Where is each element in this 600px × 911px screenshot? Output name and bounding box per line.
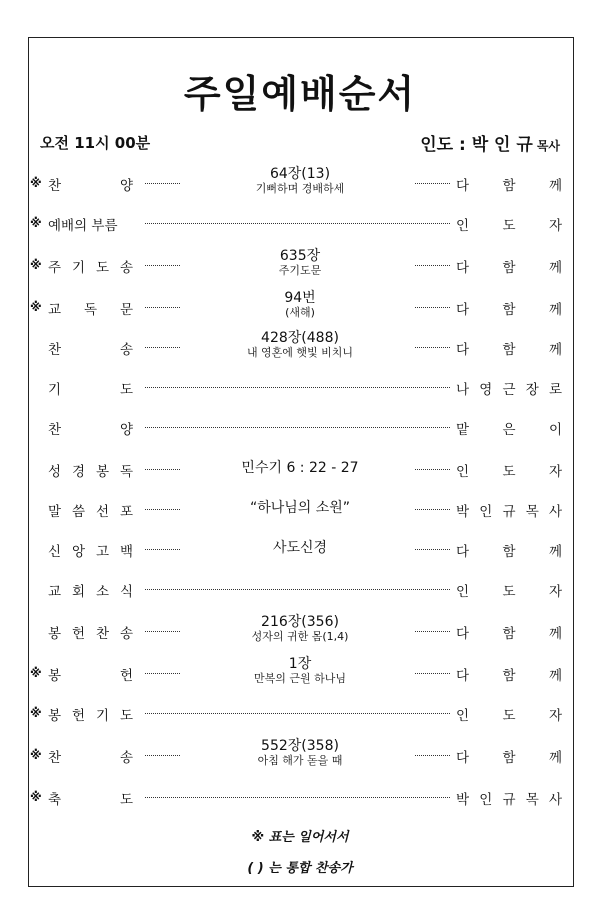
service-row (0, 614, 600, 650)
participant-char: 장 (525, 382, 539, 398)
participant-char: 함 (502, 544, 516, 560)
row-label-char: 신 (48, 544, 62, 560)
row-label-char: 도 (119, 708, 133, 724)
hymn-title: 아침 해가 돋을 때 (257, 754, 343, 767)
row-label-char: 문 (119, 302, 133, 318)
participant-char: 함 (502, 668, 516, 684)
row-label-char: 교 (48, 584, 62, 600)
participant-char: 도 (502, 708, 516, 724)
participant-char: 인 (479, 504, 493, 520)
row-label-char: 백 (119, 544, 133, 560)
row-participant (456, 500, 562, 520)
service-row (0, 572, 600, 608)
leader-dots-left (145, 549, 180, 550)
leader-dots-right (415, 755, 450, 756)
row-label-char: 봉 (48, 626, 62, 642)
row-participant (456, 214, 562, 234)
row-label-char: 선 (95, 504, 110, 520)
participant-char: 인 (456, 218, 470, 234)
row-label-char: 씀 (71, 504, 86, 520)
hymn-number: 1장 (288, 656, 312, 672)
participant-char: 께 (548, 302, 562, 318)
note-standing: ※ 표는 일어서서 (251, 830, 349, 845)
row-label-char: 봉 (48, 668, 62, 684)
leader-dots-right (415, 509, 450, 510)
row-label-char: 주 (48, 260, 62, 276)
row-participant (456, 788, 562, 808)
leader-dots-right (415, 673, 450, 674)
row-label-char: 송 (119, 626, 133, 642)
stand-mark: ※ (30, 666, 42, 680)
service-row (0, 206, 600, 242)
row-label-char: 양 (119, 178, 133, 194)
row-content-main: 사도신경 (272, 540, 328, 556)
row-content (200, 540, 400, 556)
participant-char: 규 (502, 792, 516, 808)
participant-char: 께 (548, 342, 562, 358)
participant-char: 인 (479, 792, 493, 808)
participant-char: 사 (548, 792, 562, 808)
row-label-char: 찬 (95, 626, 110, 642)
leader-dots-left (145, 673, 180, 674)
participant-char: 함 (502, 342, 516, 358)
participant-char: 께 (548, 668, 562, 684)
row-label (48, 664, 133, 684)
row-participant (456, 704, 562, 724)
row-participant (456, 298, 562, 318)
hymn-title: (새해) (285, 306, 315, 319)
hymn-number: 428장(488) (261, 330, 339, 346)
row-participant (456, 746, 562, 766)
row-label-char: 헌 (71, 708, 86, 724)
participant-char: 사 (548, 504, 562, 520)
row-label-char: 헌 (71, 626, 86, 642)
row-label-char: 포 (119, 504, 133, 520)
leader-dots-left (145, 347, 180, 348)
row-content (200, 614, 400, 644)
row-content (200, 460, 400, 476)
leader-dots-left (145, 427, 450, 428)
leader-dots-left (145, 387, 450, 388)
service-row (0, 166, 600, 202)
participant-char: 께 (548, 178, 562, 194)
row-label-char: 찬 (48, 422, 62, 438)
service-row (0, 452, 600, 488)
participant-char: 나 (456, 382, 470, 398)
leader-dots-right (415, 265, 450, 266)
stand-mark: ※ (30, 176, 42, 190)
row-label-char: 성 (48, 464, 62, 480)
row-participant (456, 664, 562, 684)
row-label (48, 378, 133, 398)
row-label-char: 예배의 부름 (48, 218, 118, 234)
row-content (200, 248, 400, 278)
hymn-number: 216장(356) (261, 614, 339, 630)
row-label-char: 식 (119, 584, 133, 600)
participant-char: 근 (502, 382, 516, 398)
row-label-char: 독 (83, 302, 98, 318)
row-label (48, 338, 133, 358)
participant-char: 함 (502, 750, 516, 766)
row-label (48, 460, 133, 480)
row-label-char: 도 (95, 260, 110, 276)
participant-char: 함 (502, 260, 516, 276)
row-content (200, 330, 400, 360)
participant-char: 다 (456, 626, 470, 642)
row-label (48, 256, 133, 276)
row-content (200, 738, 400, 768)
row-participant (456, 622, 562, 642)
row-participant (456, 338, 562, 358)
row-label-char: 앙 (71, 544, 86, 560)
service-row (0, 330, 600, 366)
participant-char: 다 (456, 668, 470, 684)
participant-char: 맡 (456, 422, 470, 438)
row-participant (456, 174, 562, 194)
hymn-title: 만복의 근원 하나님 (253, 672, 346, 685)
row-label-char: 봉 (48, 708, 62, 724)
leader-dots-left (145, 713, 450, 714)
row-label-char: 고 (95, 544, 110, 560)
service-row (0, 248, 600, 284)
service-row (0, 780, 600, 816)
service-row (0, 532, 600, 568)
leader-dots-left (145, 183, 180, 184)
participant-char: 도 (502, 584, 516, 600)
row-label-char: 축 (48, 792, 62, 808)
row-participant (456, 580, 562, 600)
leader-dots-right (415, 307, 450, 308)
leader-dots-right (415, 549, 450, 550)
participant-char: 도 (502, 218, 516, 234)
leader-dots-right (415, 347, 450, 348)
participant-char: 규 (502, 504, 516, 520)
service-row (0, 656, 600, 692)
row-content (200, 166, 400, 196)
participant-char: 영 (479, 382, 493, 398)
leader-dots-right (415, 183, 450, 184)
leader-dots-right (415, 469, 450, 470)
service-row (0, 696, 600, 732)
row-label-char: 도 (119, 792, 133, 808)
leader-dots-left (145, 223, 450, 224)
row-participant (456, 460, 562, 480)
row-label-char: 기 (71, 260, 86, 276)
page-title: 주일예배순서 (183, 72, 417, 116)
participant-char: 은 (502, 422, 516, 438)
row-label (48, 580, 133, 600)
participant-char: 다 (456, 302, 470, 318)
hymn-title: 내 영혼에 햇빛 비치니 (246, 346, 354, 359)
participant-char: 함 (502, 302, 516, 318)
row-label-char: 독 (119, 464, 133, 480)
row-label (48, 540, 133, 560)
stand-mark: ※ (30, 748, 42, 762)
row-content-main: “하나님의 소원” (249, 500, 351, 516)
participant-char: 인 (456, 708, 470, 724)
participant-char: 께 (548, 750, 562, 766)
row-content (200, 656, 400, 686)
service-leader (420, 130, 560, 155)
participant-char: 목 (525, 792, 539, 808)
row-label-char: 봉 (95, 464, 110, 480)
row-label (48, 746, 133, 766)
participant-char: 박 (456, 504, 470, 520)
participant-char: 인 (456, 464, 470, 480)
row-content (200, 500, 400, 516)
row-label-char: 찬 (48, 342, 62, 358)
service-row (0, 738, 600, 774)
hymn-number: 552장(358) (261, 738, 339, 754)
service-row (0, 410, 600, 446)
row-label (48, 704, 133, 724)
row-label-char: 헌 (119, 668, 133, 684)
stand-mark: ※ (30, 216, 42, 230)
row-label-char: 경 (71, 464, 86, 480)
hymn-title: 주기도문 (278, 264, 322, 277)
note-hymnal: ( ) 는 통합 찬송가 (247, 861, 353, 876)
participant-char: 박 (456, 792, 470, 808)
participant-char: 자 (548, 464, 562, 480)
row-label-char: 송 (119, 342, 133, 358)
leader-dots-left (145, 307, 180, 308)
leader-main: 인도 : 박 인 규 (420, 135, 533, 155)
leader-dots-left (145, 265, 180, 266)
row-label-char: 송 (119, 260, 133, 276)
participant-char: 도 (502, 464, 516, 480)
stand-mark: ※ (30, 300, 42, 314)
row-label-char: 양 (119, 422, 133, 438)
row-label-char: 기 (95, 708, 110, 724)
service-row (0, 370, 600, 406)
hymn-number: 635장 (279, 248, 321, 264)
row-label (48, 788, 133, 808)
row-participant (456, 256, 562, 276)
participant-char: 께 (548, 544, 562, 560)
row-participant (456, 378, 562, 398)
stand-mark: ※ (30, 706, 42, 720)
row-label-char: 교 (48, 302, 62, 318)
row-label (48, 500, 133, 520)
stand-mark: ※ (30, 258, 42, 272)
row-label-char: 기 (48, 382, 62, 398)
row-participant (456, 540, 562, 560)
stand-mark: ※ (30, 790, 42, 804)
leader-dots-left (145, 469, 180, 470)
participant-char: 께 (548, 626, 562, 642)
row-label (48, 298, 133, 318)
participant-char: 다 (456, 342, 470, 358)
service-row (0, 492, 600, 528)
leader-dots-left (145, 631, 180, 632)
participant-char: 함 (502, 178, 516, 194)
row-label (48, 622, 133, 642)
row-content-main: 민수기 6 : 22 - 27 (241, 460, 359, 476)
row-label-char: 말 (48, 504, 62, 520)
row-label-char: 도 (119, 382, 133, 398)
participant-char: 목 (525, 504, 539, 520)
leader-dots-right (415, 631, 450, 632)
row-content (200, 290, 400, 320)
row-label-char: 회 (71, 584, 86, 600)
hymn-title: 기뻐하며 경배하세 (255, 182, 345, 195)
participant-char: 함 (502, 626, 516, 642)
hymn-number: 94번 (284, 290, 316, 306)
participant-char: 다 (456, 750, 470, 766)
hymn-title: 성자의 귀한 몸(1,4) (251, 630, 349, 643)
participant-char: 자 (548, 708, 562, 724)
participant-char: 다 (456, 178, 470, 194)
service-time: 오전 11시 00분 (40, 134, 151, 152)
row-label (48, 418, 133, 438)
service-row (0, 290, 600, 326)
leader-dots-left (145, 755, 180, 756)
leader-dots-left (145, 589, 450, 590)
participant-char: 자 (548, 218, 562, 234)
participant-char: 자 (548, 584, 562, 600)
leader-dots-left (145, 797, 450, 798)
row-label-char: 소 (95, 584, 110, 600)
participant-char: 다 (456, 260, 470, 276)
participant-char: 다 (456, 544, 470, 560)
row-label-char: 찬 (48, 750, 62, 766)
leader-dots-left (145, 509, 180, 510)
participant-char: 께 (548, 260, 562, 276)
participant-char: 인 (456, 584, 470, 600)
participant-char: 이 (548, 422, 562, 438)
row-participant (456, 418, 562, 438)
hymn-number: 64장(13) (269, 166, 331, 182)
row-label-char: 찬 (48, 178, 62, 194)
row-label (48, 174, 133, 194)
row-label-char: 송 (119, 750, 133, 766)
row-label (48, 214, 133, 234)
leader-suffix: 목사 (536, 139, 560, 153)
participant-char: 로 (548, 382, 562, 398)
